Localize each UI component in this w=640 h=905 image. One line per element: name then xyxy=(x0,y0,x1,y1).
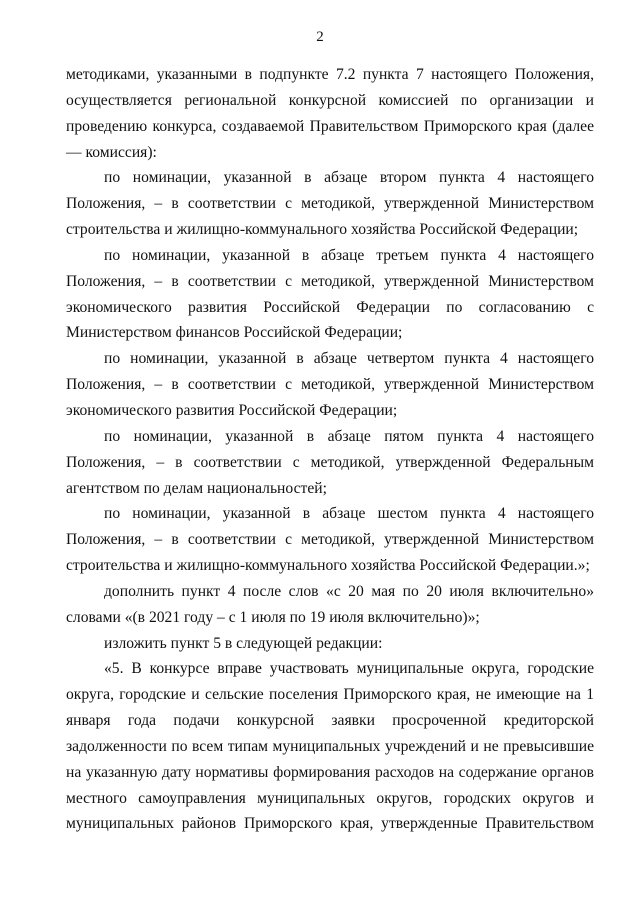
page-number: 2 xyxy=(316,29,324,45)
paragraph-nomination-third: по номинации, указанной в абзаце третьем пункта 4 настоящего Положения, – в соответствии с методикой, утвержденной Министерством экономического развития Российской Федерации по согласованию с Министерством финансов Российской Федерации; xyxy=(66,246,594,342)
document-body xyxy=(66,62,594,837)
paragraph-nomination-fourth: по номинации, указанной в абзаце четвертом пункта 4 настоящего Положения, – в соответствии с методикой, утвержденной Министерством экономического развития Российской Федерации; xyxy=(66,350,594,419)
paragraph-commission-intro: методиками, указанными в подпункте 7.2 пункта 7 настоящего Положения, осуществляется региональной конкурсной комиссией по организации и проведению конкурса, создаваемой Правительством Приморского края (далее — комиссия): xyxy=(66,66,594,161)
paragraph-nomination-sixth: по номинации, указанной в абзаце шестом пункта 4 настоящего Положения, – в соответствии с методикой, утвержденной Министерством строительства и жилищно-коммунального хозяйства Российской Федерации.»; xyxy=(66,505,594,575)
paragraph-nomination-second: по номинации, указанной в абзаце втором пункта 4 настоящего Положения, – в соответствии с методикой, утвержденной Министерством строительства и жилищно-коммунального хозяйства Российской Федерации; xyxy=(66,169,594,239)
paragraph-amend-point-5: изложить пункт 5 в следующей редакции: xyxy=(104,634,383,652)
paragraph-amend-point-4: дополнить пункт 4 после слов «с 20 мая по 20 июля включительно» словами «(в 2021 году – с 1 июля по 19 июля включительно)»; xyxy=(66,582,594,626)
paragraph-point-5-text: «5. В конкурсе вправе участвовать муниципальные округа, городские округа, городские и сельские поселения Приморского края, не имеющие на 1 января года подачи конкурсной заявки просроченной кредиторской задолженности по всем типам муниципальных учреждений и не превысившие на указанную дату нормативы формирования расходов на содержание органов местного самоуправления муниципальных округов, городских округов и муниципальных районов Приморского края, утвержденные Правительством xyxy=(66,660,594,833)
paragraph-nomination-fifth: по номинации, указанной в абзаце пятом пункта 4 настоящего Положения, – в соответствии с методикой, утвержденной Федеральным агентством по делам национальностей; xyxy=(66,427,594,497)
